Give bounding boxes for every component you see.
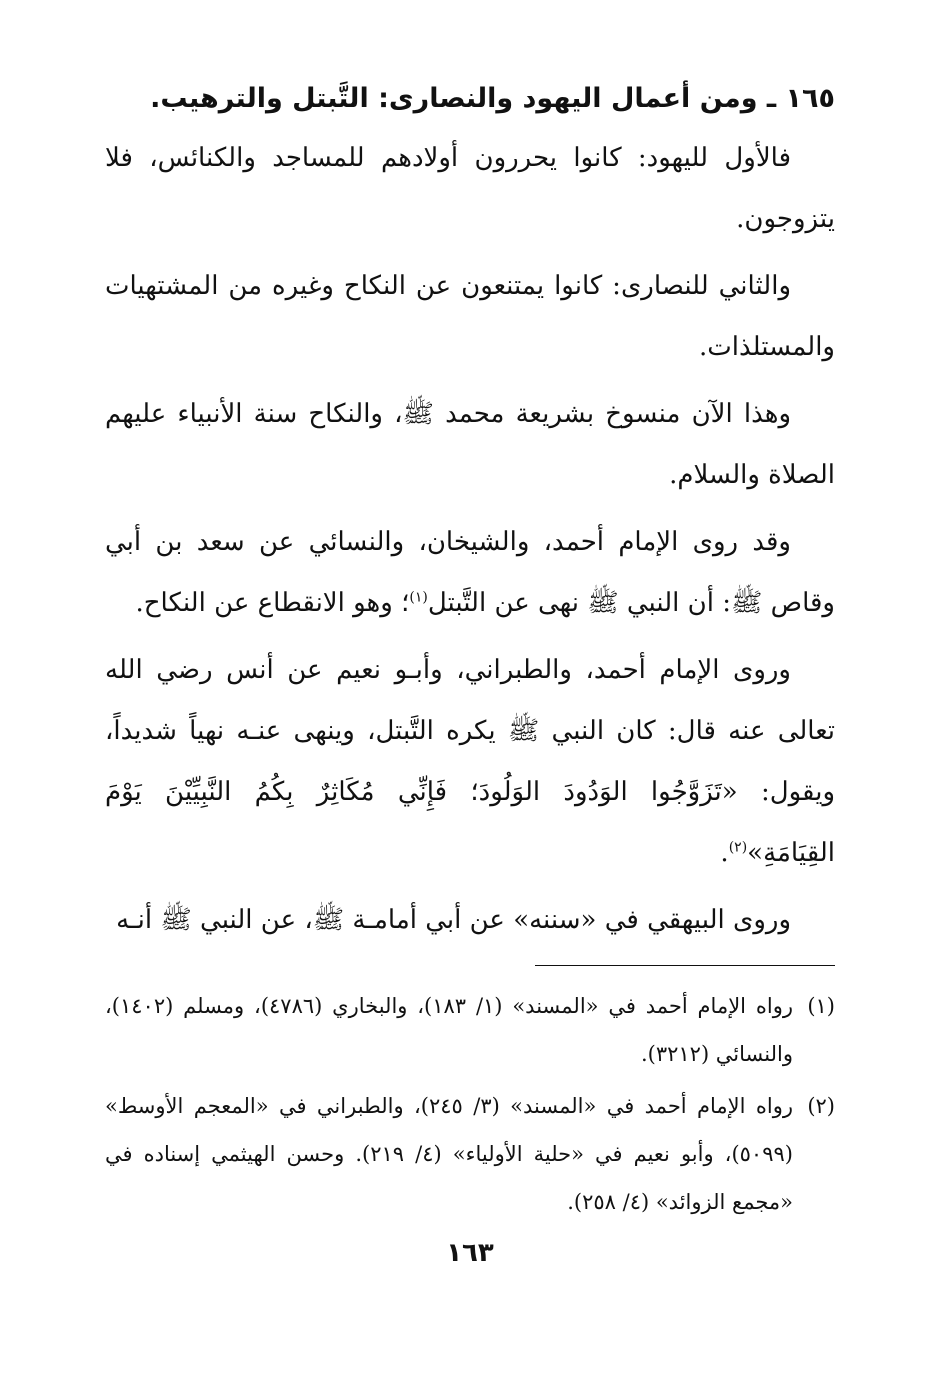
page-number: ١٦٣: [446, 1238, 494, 1268]
paragraph-4-text: وقد روى الإمام أحمد، والشيخان، والنسائي عن سعد بن أبي وقاص ﷺ: أن النبي ﷺ نهى عن التَّبتل: [105, 527, 835, 618]
paragraph-5-text: وروى الإمام أحمد، والطبراني، وأبـو نعيم عن أنس رضي الله تعالى عنه قال: كان النبي ﷺ يكره التَّبتل، وينهى عنـه نهياً شديداً، ويقول: «تَزَوَّجُوا الوَدُودَ الوَلُودَ؛ فَإِنِّي مُكَاثِرٌ بِكُمُ النَّبِيِّيْنَ يَوْمَ القِيَامَةِ»: [105, 655, 835, 868]
paragraph-4: [105, 512, 835, 634]
section-heading: ١٦٥ ـ ومن أعمال اليهود والنصارى: التَّبتل والترهيب.: [150, 83, 835, 114]
footnote-number: (١): [807, 994, 835, 1018]
footnote-text: رواه الإمام أحمد في «المسند» (١/ ١٨٣)، والبخاري (٤٧٨٦)، ومسلم (١٤٠٢)، والنسائي (٣٢١٢).: [105, 994, 793, 1066]
footnote-1: [105, 982, 835, 1078]
footnote-number: (٢): [807, 1094, 835, 1118]
footnote-divider: [535, 965, 835, 966]
paragraph-6: وروى البيهقي في «سننه» عن أبي أمامـة ﷺ، عن النبي ﷺ أنـه: [116, 905, 791, 935]
paragraph-2: والثاني للنصارى: كانوا يمتنعون عن النكاح وغيره من المشتهيات والمستلذات.: [105, 271, 835, 362]
footnote-text: رواه الإمام أحمد في «المسند» (٣/ ٢٤٥)، والطبراني في «المعجم الأوسط» (٥٠٩٩)، وأبو نعيم في «حلية الأولياء» (٤/ ٢١٩). وحسن الهيثمي إسناده في «مجمع الزوائد» (٤/ ٢٥٨).: [105, 1094, 793, 1214]
footnote-ref-2[interactable]: (٢): [728, 839, 748, 856]
paragraph-4-text-end: ؛ وهو الانقطاع عن النكاح.: [135, 588, 410, 618]
paragraph-5-text-end: .: [720, 838, 729, 868]
footnote-2: [105, 1082, 835, 1226]
footnote-ref-1[interactable]: (١): [409, 589, 428, 606]
paragraph-3: وهذا الآن منسوخ بشريعة محمد ﷺ، والنكاح سنة الأنبياء عليهم الصلاة والسلام.: [105, 399, 835, 490]
paragraph-1: فالأول لليهود: كانوا يحررون أولادهم للمساجد والكنائس، فلا يتزوجون.: [105, 143, 835, 234]
main-text: [105, 70, 835, 957]
footnotes: [105, 982, 835, 1230]
paragraph-5: [105, 640, 835, 884]
